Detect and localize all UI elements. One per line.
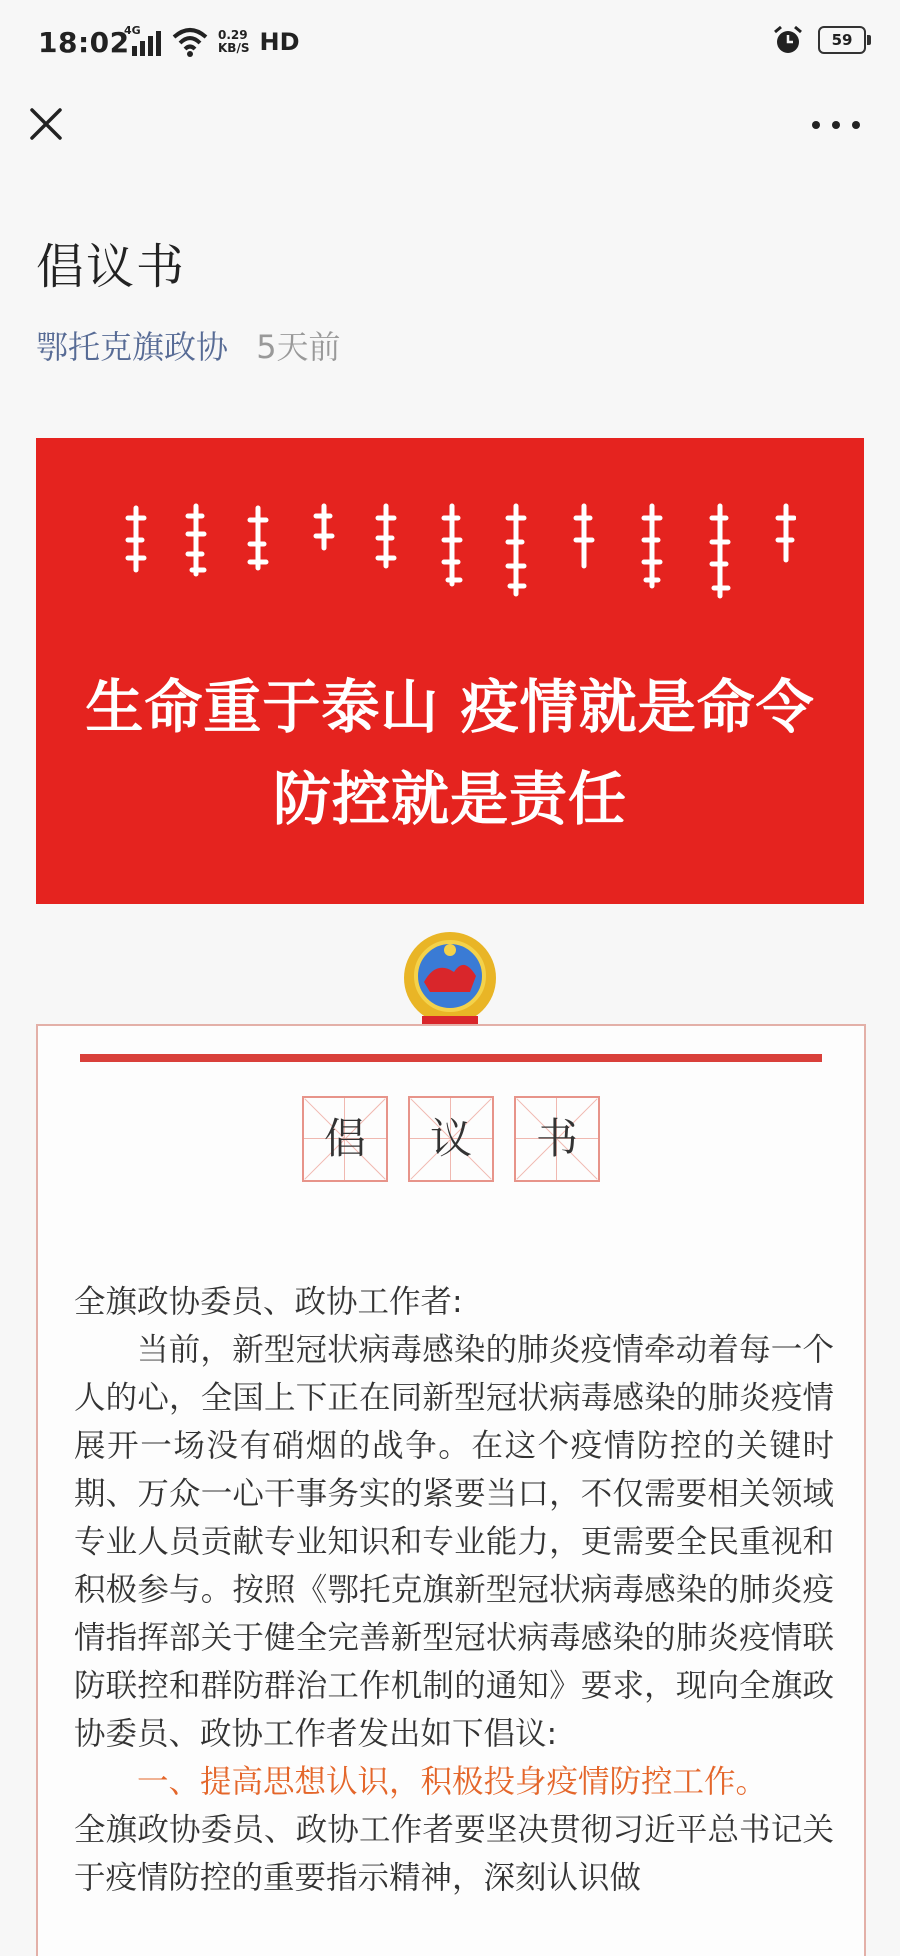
more-icon-dot: [812, 121, 820, 129]
status-time: 18:02: [38, 26, 130, 59]
banner-text-line-2: 防控就是责任: [272, 765, 627, 833]
signal-icon: [124, 26, 162, 58]
greeting: 全旗政协委员、政协工作者:: [74, 1284, 463, 1320]
cppcc-emblem-icon: [400, 926, 500, 1034]
article-title: 倡议书: [36, 239, 187, 295]
wifi-icon: [172, 27, 208, 57]
title-char-cell: [302, 1096, 388, 1182]
document-title-grid: [38, 1096, 864, 1182]
title-char: 倡: [323, 1114, 366, 1163]
status-icons: [124, 26, 300, 58]
red-divider: [80, 1054, 822, 1062]
status-bar: [0, 0, 900, 90]
title-char: 书: [535, 1114, 578, 1163]
publish-time: 5天前: [256, 328, 341, 366]
hd-indicator: HD: [259, 28, 300, 56]
banner-image: [36, 438, 864, 904]
proposal-document: [36, 1024, 866, 1956]
paragraph-2: 全旗政协委员、政协工作者要坚决贯彻习近平总书记关于疫情防控的重要指示精神，深刻认识做: [74, 1812, 834, 1896]
paragraph-1: 当前，新型冠状病毒感染的肺炎疫情牵动着每一个人的心，全国上下正在同新型冠状病毒感染的肺炎疫情展开一场没有硝烟的战争。在这个疫情防控的关键时期、万众一心干事务实的紧要当口，不仅需要相关领域专业人员贡献专业知识和专业能力，更需要全民重视和积极参与。按照《鄂托克旗新型冠状病毒感染的肺炎疫情指挥部关于健全完善新型冠状病毒感染的肺炎疫情联防联控和群防群治工作机制的通知》要求，现向全旗政协委员、政协工作者发出如下倡议:: [74, 1332, 834, 1752]
banner-text-line-1: 生命重于泰山 疫情就是命令: [85, 673, 815, 741]
more-icon-dot: [832, 121, 840, 129]
section-heading-1: 一、提高思想认识，积极投身疫情防控工作。: [137, 1764, 768, 1800]
alarm-icon: [772, 24, 804, 56]
speed-unit: KB/S: [218, 41, 250, 55]
battery-icon: 59: [818, 26, 866, 54]
article-meta: [36, 322, 341, 368]
more-icon-dot: [852, 121, 860, 129]
account-name-link[interactable]: 鄂托克旗政协: [36, 328, 229, 366]
title-char-cell: [408, 1096, 494, 1182]
network-type: 4G: [124, 24, 141, 37]
speed-value: 0.29: [218, 28, 248, 42]
mongolian-script-graphic: [96, 500, 796, 610]
title-char-cell: [514, 1096, 600, 1182]
close-icon[interactable]: [26, 104, 66, 144]
network-speed: [218, 29, 249, 55]
document-body: [74, 1278, 834, 1902]
status-right: [772, 24, 866, 56]
more-options-button[interactable]: [812, 110, 860, 140]
title-char: 议: [429, 1114, 472, 1163]
